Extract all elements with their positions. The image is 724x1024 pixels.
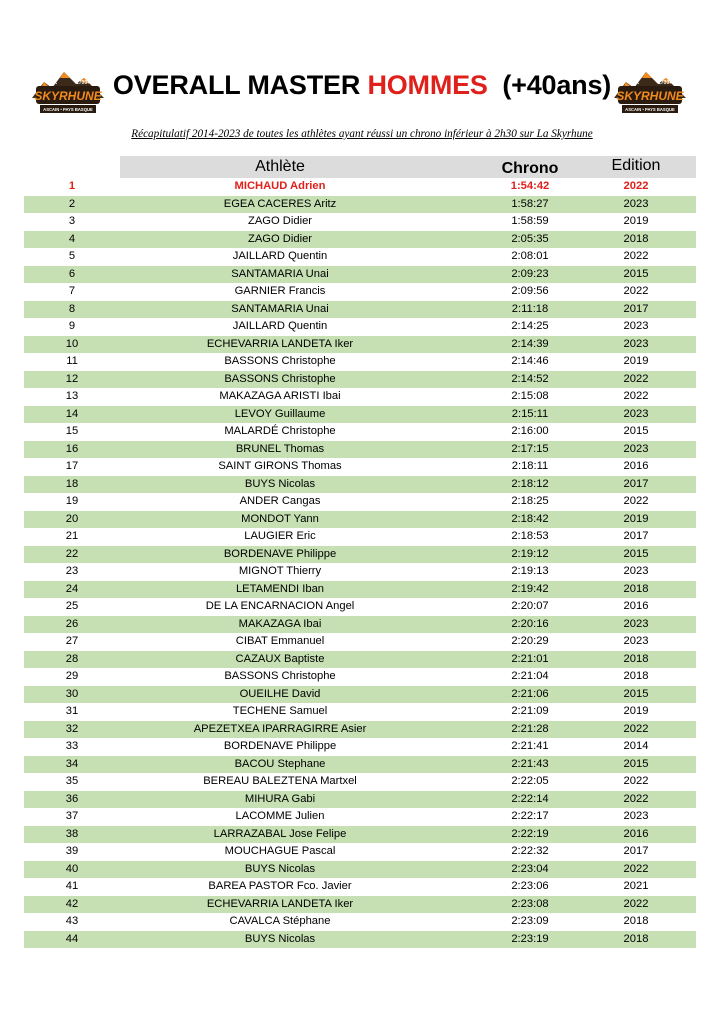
table-row xyxy=(24,353,696,371)
athlete-cell: LACOMME Julien xyxy=(235,810,325,822)
edition-cell: 2023 xyxy=(623,635,649,647)
table-row xyxy=(24,651,696,669)
rank-cell: 24 xyxy=(65,582,79,595)
chrono-cell: 2:15:08 xyxy=(511,390,549,402)
title-suffix: (+40ans) xyxy=(487,70,612,100)
rank-cell: 2 xyxy=(68,197,76,210)
chrono-cell: 2:14:25 xyxy=(511,320,549,332)
rank-cell: 29 xyxy=(65,670,79,682)
logo-top-right: 1700+ xyxy=(76,80,91,86)
chrono-cell: 2:21:06 xyxy=(511,687,549,700)
edition-cell: 2017 xyxy=(623,302,649,315)
table-row xyxy=(24,476,696,494)
table-row xyxy=(24,721,696,739)
chrono-cell: 2:18:42 xyxy=(511,512,549,525)
page-subtitle: Récapitulatif 2014-2023 de toutes les athlètes ayant réussi un chrono inférieur à 2h30 sur La Skyrhune xyxy=(131,128,593,140)
table-row xyxy=(24,931,696,949)
chrono-cell: 2:17:15 xyxy=(511,442,549,455)
rank-cell: 27 xyxy=(65,635,79,647)
athlete-cell: BEREAU BALEZTENA Martxel xyxy=(203,775,357,787)
chrono-cell: 2:21:41 xyxy=(511,740,549,752)
table-row xyxy=(24,598,696,616)
table-row xyxy=(24,633,696,651)
athlete-cell: DE LA ENCARNACION Angel xyxy=(205,600,355,612)
athlete-cell: BASSONS Christophe xyxy=(224,355,336,367)
chrono-cell: 2:09:56 xyxy=(511,285,549,297)
athlete-cell: BUYS Nicolas xyxy=(244,477,316,490)
rank-cell: 16 xyxy=(65,442,79,455)
logo-bottom: ASCAIN • PAYS BASQUE xyxy=(625,107,675,112)
chrono-cell: 2:23:09 xyxy=(511,915,549,927)
edition-cell: 2018 xyxy=(623,582,649,595)
rank-cell: 21 xyxy=(65,530,79,542)
rank-cell: 40 xyxy=(65,862,79,875)
edition-cell: 2023 xyxy=(623,617,649,630)
chrono-cell: 2:18:25 xyxy=(511,495,549,507)
rank-cell: 31 xyxy=(65,705,79,717)
column-header-athlete: Athlète xyxy=(255,158,305,175)
title-main: OVERALL MASTER xyxy=(112,70,368,100)
chrono-cell: 2:14:52 xyxy=(511,372,549,385)
edition-cell: 2017 xyxy=(623,477,649,490)
table-row xyxy=(24,738,696,756)
edition-cell: 2022 xyxy=(623,250,649,262)
edition-cell: 2014 xyxy=(623,740,649,752)
athlete-cell: MALARDÉ Christophe xyxy=(224,425,336,437)
table-row xyxy=(24,406,696,424)
athlete-cell: ZAGO Didier xyxy=(247,215,313,227)
chrono-cell: 2:20:07 xyxy=(511,600,549,612)
edition-cell: 2018 xyxy=(623,932,649,945)
chrono-cell: 2:22:14 xyxy=(511,792,549,805)
rank-cell: 30 xyxy=(65,687,79,700)
edition-cell: 2019 xyxy=(623,355,649,367)
logo-word: SKYRHUNE xyxy=(616,89,684,103)
table-row xyxy=(24,493,696,511)
athlete-cell: SANTAMARIA Unai xyxy=(231,267,329,280)
chrono-cell: 2:23:19 xyxy=(511,932,549,945)
chrono-cell: 2:09:23 xyxy=(511,267,549,280)
chrono-cell: 2:19:42 xyxy=(511,582,549,595)
chrono-cell: 2:22:32 xyxy=(511,845,549,857)
rank-cell: 18 xyxy=(65,477,79,490)
chrono-cell: 2:18:11 xyxy=(511,460,549,472)
table-row xyxy=(24,686,696,704)
edition-cell: 2022 xyxy=(623,180,649,192)
rank-cell: 1 xyxy=(68,180,76,192)
edition-cell: 2021 xyxy=(623,880,649,892)
edition-cell: 2015 xyxy=(623,425,649,437)
results-table xyxy=(24,156,696,948)
table-row xyxy=(24,808,696,826)
edition-cell: 2016 xyxy=(623,600,649,612)
table-row xyxy=(24,913,696,931)
edition-cell: 2022 xyxy=(623,775,649,787)
chrono-cell: 2:22:05 xyxy=(511,775,549,787)
table-row xyxy=(24,301,696,319)
athlete-cell: MICHAUD Adrien xyxy=(234,180,326,192)
athlete-cell: ANDER Cangas xyxy=(239,495,321,507)
edition-cell: 2022 xyxy=(623,495,649,507)
edition-cell: 2022 xyxy=(623,372,649,385)
athlete-cell: MAKAZAGA ARISTI Ibai xyxy=(219,390,341,402)
athlete-cell: MAKAZAGA Ibai xyxy=(238,617,322,630)
chrono-cell: 2:21:09 xyxy=(511,705,549,717)
chrono-cell: 2:23:06 xyxy=(511,880,549,892)
table-row xyxy=(24,528,696,546)
rank-cell: 34 xyxy=(65,757,79,770)
table-row xyxy=(24,336,696,354)
athlete-cell: MONDOT Yann xyxy=(241,512,319,525)
rank-cell: 35 xyxy=(65,775,79,787)
logo-word: SKYRHUNE xyxy=(34,89,102,103)
rank-cell: 7 xyxy=(68,285,76,297)
rank-cell: 22 xyxy=(65,547,79,560)
athlete-cell: GARNIER Francis xyxy=(234,285,326,297)
edition-cell: 2023 xyxy=(623,407,649,420)
edition-cell: 2018 xyxy=(623,915,649,927)
chrono-cell: 2:23:04 xyxy=(511,862,549,875)
athlete-cell: LEVOY Guillaume xyxy=(234,407,326,420)
table-row xyxy=(24,196,696,214)
rank-cell: 23 xyxy=(65,565,79,577)
rank-cell: 36 xyxy=(65,792,79,805)
athlete-cell: BACOU Stephane xyxy=(234,757,326,770)
chrono-cell: 2:22:17 xyxy=(511,810,549,822)
edition-cell: 2016 xyxy=(623,827,649,840)
athlete-cell: BASSONS Christophe xyxy=(224,372,336,385)
athlete-cell: LETAMENDI Iban xyxy=(235,582,325,595)
athlete-cell: JAILLARD Quentin xyxy=(232,250,328,262)
chrono-cell: 2:21:04 xyxy=(511,670,549,682)
athlete-cell: LAUGIER Eric xyxy=(244,530,316,542)
edition-cell: 2015 xyxy=(623,687,649,700)
page-header xyxy=(0,62,724,122)
edition-cell: 2023 xyxy=(623,197,649,210)
table-row xyxy=(24,388,696,406)
table-row xyxy=(24,861,696,879)
edition-cell: 2022 xyxy=(623,897,649,910)
edition-cell: 2023 xyxy=(623,442,649,455)
chrono-cell: 1:58:27 xyxy=(511,197,549,210)
athlete-cell: BUYS Nicolas xyxy=(244,932,316,945)
table-row xyxy=(24,441,696,459)
table-row xyxy=(24,563,696,581)
edition-cell: 2022 xyxy=(623,285,649,297)
edition-cell: 2023 xyxy=(623,320,649,332)
logo-bottom: ASCAIN • PAYS BASQUE xyxy=(43,107,93,112)
title-highlight: HOMMES xyxy=(367,70,488,100)
edition-cell: 2018 xyxy=(623,232,649,245)
column-header-edition: Edition xyxy=(611,157,661,174)
edition-cell: 2016 xyxy=(623,460,649,472)
chrono-cell: 2:19:12 xyxy=(511,547,549,560)
chrono-cell: 2:14:39 xyxy=(511,337,549,350)
rank-cell: 33 xyxy=(65,740,79,752)
rank-cell: 5 xyxy=(68,250,76,262)
chrono-cell: 2:21:01 xyxy=(511,652,549,665)
rank-cell: 25 xyxy=(65,600,79,612)
table-row xyxy=(24,756,696,774)
logo-top-left: 21K xyxy=(48,80,58,86)
table-row xyxy=(24,178,696,196)
table-row xyxy=(24,266,696,284)
table-row xyxy=(24,703,696,721)
athlete-cell: CIBAT Emmanuel xyxy=(235,635,325,647)
athlete-cell: SAINT GIRONS Thomas xyxy=(218,460,342,472)
athlete-cell: ECHEVARRIA LANDETA Iker xyxy=(206,897,354,910)
rank-cell: 39 xyxy=(65,845,79,857)
athlete-cell: MOUCHAGUE Pascal xyxy=(224,845,336,857)
table-row xyxy=(24,773,696,791)
edition-cell: 2019 xyxy=(623,705,649,717)
chrono-cell: 2:15:11 xyxy=(511,407,549,420)
athlete-cell: BORDENAVE Philippe xyxy=(223,547,337,560)
chrono-cell: 2:20:29 xyxy=(511,635,549,647)
athlete-cell: BORDENAVE Philippe xyxy=(223,740,337,752)
table-row xyxy=(24,616,696,634)
table-row xyxy=(24,843,696,861)
logo-top-left: 21K xyxy=(630,80,640,86)
table-row xyxy=(24,896,696,914)
rank-cell: 26 xyxy=(65,617,79,630)
rank-cell: 42 xyxy=(65,897,79,910)
rank-cell: 3 xyxy=(68,215,76,227)
edition-cell: 2018 xyxy=(623,652,649,665)
athlete-cell: APEZETXEA IPARRAGIRRE Asier xyxy=(193,722,367,735)
chrono-cell: 2:08:01 xyxy=(511,250,549,262)
rank-cell: 38 xyxy=(65,827,79,840)
chrono-cell: 2:18:12 xyxy=(511,477,549,490)
rank-cell: 44 xyxy=(65,932,79,945)
rank-cell: 6 xyxy=(68,267,76,280)
table-row xyxy=(24,318,696,336)
rank-cell: 15 xyxy=(65,425,79,437)
table-row xyxy=(24,791,696,809)
rank-cell: 14 xyxy=(65,407,79,420)
rank-cell: 19 xyxy=(65,495,79,507)
athlete-cell: MIHURA Gabi xyxy=(244,792,316,805)
table-row xyxy=(24,371,696,389)
rank-cell: 20 xyxy=(65,512,79,525)
table-row xyxy=(24,878,696,896)
rank-cell: 12 xyxy=(65,372,79,385)
edition-cell: 2022 xyxy=(623,862,649,875)
rank-cell: 13 xyxy=(65,390,79,402)
edition-cell: 2023 xyxy=(623,810,649,822)
edition-cell: 2017 xyxy=(623,845,649,857)
edition-cell: 2023 xyxy=(623,337,649,350)
chrono-cell: 2:22:19 xyxy=(511,827,549,840)
edition-cell: 2022 xyxy=(623,390,649,402)
chrono-cell: 2:19:13 xyxy=(511,565,549,577)
athlete-cell: CAVALCA Stéphane xyxy=(229,915,331,927)
chrono-cell: 2:11:18 xyxy=(511,302,549,315)
header-spacer xyxy=(24,156,120,178)
athlete-cell: JAILLARD Quentin xyxy=(232,320,328,332)
table-row xyxy=(24,581,696,599)
table-row xyxy=(24,248,696,266)
table-row xyxy=(24,231,696,249)
athlete-cell: TECHENE Samuel xyxy=(232,705,328,717)
rank-cell: 41 xyxy=(65,880,79,892)
table-row xyxy=(24,826,696,844)
rank-cell: 9 xyxy=(68,320,76,332)
edition-cell: 2017 xyxy=(623,530,649,542)
edition-cell: 2015 xyxy=(623,757,649,770)
rank-cell: 10 xyxy=(65,337,79,350)
chrono-cell: 2:21:43 xyxy=(511,757,549,770)
rank-cell: 37 xyxy=(65,810,79,822)
edition-cell: 2023 xyxy=(623,565,649,577)
table-row xyxy=(24,423,696,441)
edition-cell: 2015 xyxy=(623,547,649,560)
chrono-cell: 1:58:59 xyxy=(511,215,549,227)
rank-cell: 11 xyxy=(66,355,78,367)
chrono-cell: 1:54:42 xyxy=(510,180,550,192)
athlete-cell: CAZAUX Baptiste xyxy=(235,652,325,665)
chrono-cell: 2:18:53 xyxy=(511,530,549,542)
athlete-cell: ECHEVARRIA LANDETA Iker xyxy=(206,337,354,350)
table-row xyxy=(24,213,696,231)
column-header-chrono: Chrono xyxy=(501,160,559,177)
chrono-cell: 2:14:46 xyxy=(511,355,549,367)
table-row xyxy=(24,458,696,476)
logo-top-right: 1700+ xyxy=(658,80,673,86)
chrono-cell: 2:16:00 xyxy=(511,425,549,437)
edition-cell: 2018 xyxy=(623,670,649,682)
rank-cell: 4 xyxy=(68,232,76,245)
chrono-cell: 2:21:28 xyxy=(511,722,549,735)
athlete-cell: BASSONS Christophe xyxy=(224,670,336,682)
table-body xyxy=(24,178,696,948)
athlete-cell: EGEA CACERES Aritz xyxy=(223,197,337,210)
edition-cell: 2019 xyxy=(623,215,649,227)
table-header-row xyxy=(24,156,696,178)
athlete-cell: SANTAMARIA Unai xyxy=(231,302,329,315)
athlete-cell: BAREA PASTOR Fco. Javier xyxy=(208,880,352,892)
athlete-cell: ZAGO Didier xyxy=(247,232,313,245)
table-row xyxy=(24,546,696,564)
rank-cell: 28 xyxy=(65,652,79,665)
table-row xyxy=(24,283,696,301)
athlete-cell: BUYS Nicolas xyxy=(244,862,316,875)
athlete-cell: BRUNEL Thomas xyxy=(235,442,325,455)
athlete-cell: OUEILHE David xyxy=(239,687,321,700)
table-row xyxy=(24,668,696,686)
rank-cell: 17 xyxy=(65,460,79,472)
edition-cell: 2022 xyxy=(623,722,649,735)
edition-cell: 2015 xyxy=(623,267,649,280)
chrono-cell: 2:20:16 xyxy=(511,617,549,630)
table-row xyxy=(24,511,696,529)
athlete-cell: MIGNOT Thierry xyxy=(238,565,322,577)
rank-cell: 32 xyxy=(65,722,79,735)
rank-cell: 43 xyxy=(65,915,79,927)
rank-cell: 8 xyxy=(68,302,76,315)
edition-cell: 2019 xyxy=(623,512,649,525)
athlete-cell: LARRAZABAL Jose Felipe xyxy=(213,827,347,840)
skyrhune-logo xyxy=(612,68,688,120)
chrono-cell: 2:23:08 xyxy=(511,897,549,910)
chrono-cell: 2:05:35 xyxy=(511,232,549,245)
edition-cell: 2022 xyxy=(623,792,649,805)
